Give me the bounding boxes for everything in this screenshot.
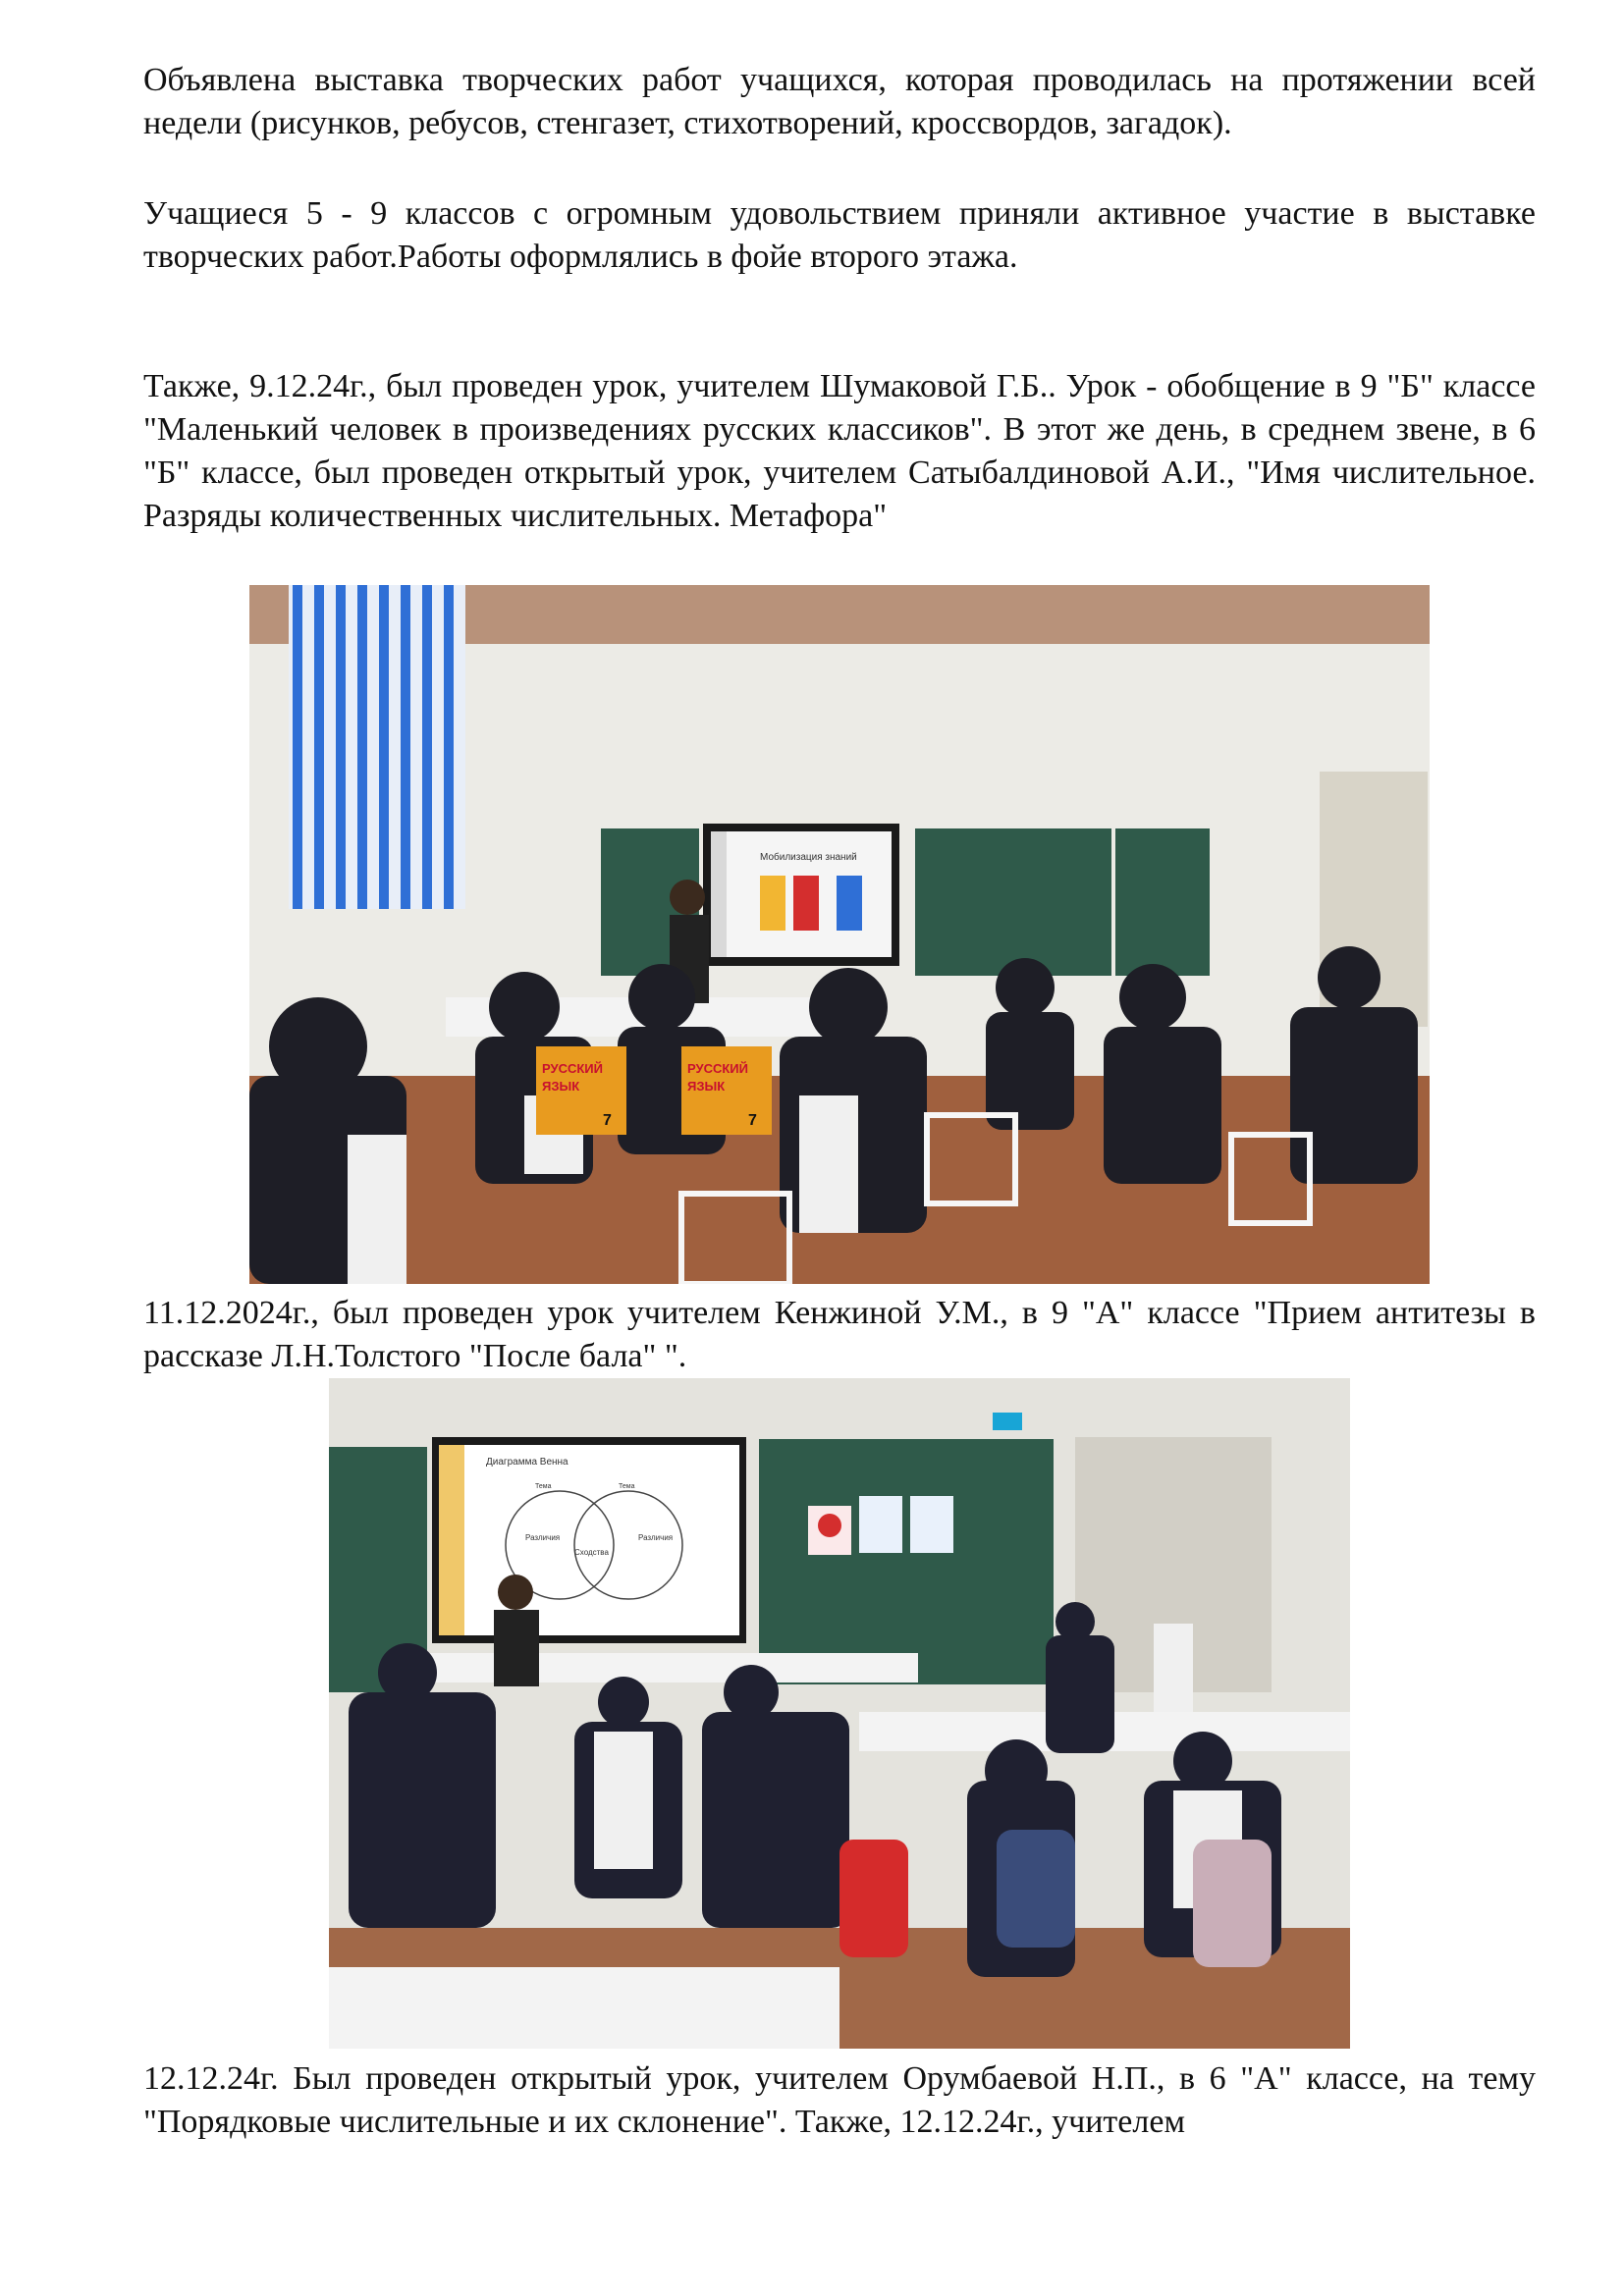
- svg-text:ЯЗЫК: ЯЗЫК: [687, 1079, 726, 1094]
- classroom-photo-2: [329, 1378, 1350, 2049]
- slide-title: Мобилизация знаний: [760, 852, 857, 863]
- svg-text:Тема: Тема: [535, 1483, 552, 1490]
- paragraph-lessons-9-12: Также, 9.12.24г., был проведен урок, учителем Шумаковой Г.Б.. Урок - обобщение в 9 "Б" классе "Маленький человек в произведениях русских классиков". В этот же день, в среднем звене, в 6 "Б" классе, был проведен открытый урок, учителем Сатыбалдиновой А.И., "Имя числительное. Разряды количественных числительных. Метафора": [143, 368, 1536, 534]
- chalkboard-right: [759, 1439, 1054, 1684]
- paragraph-exhibition: Объявлена выставка творческих работ учащихся, которая проводилась на протяжении всей недели (рисунков, ребусов, стенгазет, стихотворений, кроссвордов, загадок).: [143, 62, 1536, 141]
- chalkboard-right: [1115, 828, 1210, 976]
- paragraph-lesson-11-12: 11.12.2024г., был проведен урок учителем Кенжиной У.М., в 9 "А" классе "Прием антитезы в рассказе Л.Н.Толстого "После бала" ".: [143, 1295, 1536, 1374]
- svg-text:Тема: Тема: [619, 1483, 635, 1490]
- window-blinds: [289, 585, 465, 909]
- chalkboard-center: [915, 828, 1111, 976]
- svg-text:Различия: Различия: [638, 1533, 674, 1542]
- paragraph-participation: Учащиеся 5 - 9 классов с огромным удовольствием приняли активное участие в выставке творческих работ.Работы оформлялись в фойе второго этажа.: [143, 195, 1536, 275]
- classroom-photo-1: [249, 585, 1430, 1284]
- svg-text:7: 7: [603, 1112, 612, 1129]
- svg-text:7: 7: [748, 1112, 757, 1129]
- paragraph-lesson-12-12: 12.12.24г. Был проведен открытый урок, учителем Орумбаевой Н.П., в 6 "А" классе, на тему "Порядковые числительные и их склонение". Также, 12.12.24г., учителем: [143, 2060, 1536, 2140]
- interactive-screen: [432, 1437, 746, 1643]
- interactive-screen: [703, 824, 899, 966]
- svg-text:ЯЗЫК: ЯЗЫК: [542, 1079, 580, 1094]
- svg-text:РУССКИЙ: РУССКИЙ: [687, 1061, 748, 1076]
- svg-text:Различия: Различия: [525, 1533, 561, 1542]
- textbook: [681, 1046, 772, 1135]
- slide-title: Диаграмма Венна: [486, 1457, 568, 1468]
- svg-text:РУССКИЙ: РУССКИЙ: [542, 1061, 603, 1076]
- textbook: [536, 1046, 626, 1135]
- svg-text:Сходства: Сходства: [574, 1548, 609, 1557]
